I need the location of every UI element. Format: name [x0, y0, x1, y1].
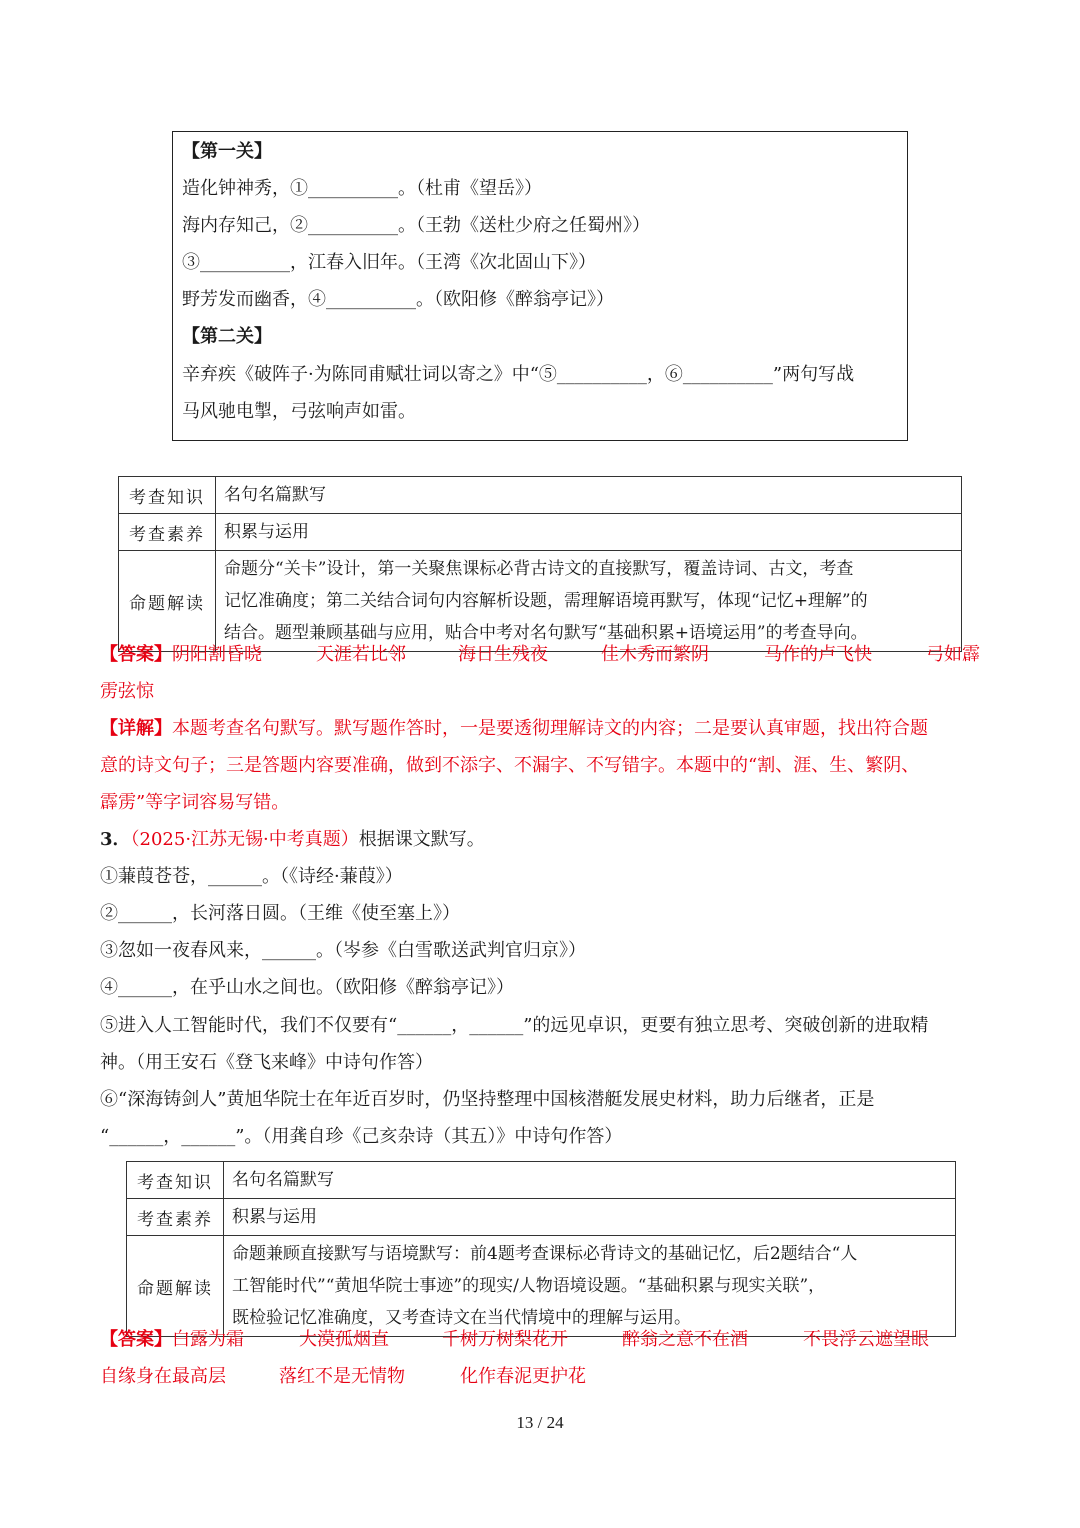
- detail1-line-3: 霹雳”等字词容易写错。: [100, 792, 290, 813]
- q3-line-4: ④______，在乎山水之间也。（欧阳修《醉翁亭记》）: [100, 977, 514, 998]
- q3-line-3: ③忽如一夜春风来，______。（岑参《白雪歌送武判官归京》）: [100, 940, 586, 961]
- analysis-table-1: [118, 476, 962, 652]
- q3-line-2: ②______，长河落日圆。（王维《使至塞上》）: [100, 903, 460, 924]
- table1-content-literacy: 积累与运用: [216, 514, 962, 551]
- analysis-table-2: [126, 1161, 956, 1337]
- table1-label-literacy: 考查素养: [119, 514, 216, 551]
- table1-interp-line-2: 记忆准确度；第二关结合词句内容解析设题，需理解语境再默写，体现“记忆+理解”的: [224, 591, 868, 611]
- table1-label-knowledge: 考查知识: [119, 477, 216, 514]
- table2-interp-line-2: 工智能时代”“黄旭华院士事迹”的现实/人物语境设题。“基础积累与现实关联”，: [232, 1276, 826, 1296]
- table1-interp-line-1: 命题分“关卡”设计，第一关聚焦课标必背古诗文的直接默写，覆盖诗词、古文，考查: [224, 559, 854, 579]
- level2-line-2: 马风驰电掣，弓弦响声如雷。: [182, 401, 416, 422]
- q3-line-5: ⑤进入人工智能时代，我们不仅要有“______，______”的远见卓识，更要有独立思考、突破创新的进取精: [100, 1015, 929, 1036]
- detail1-text-1: 本题考查名句默写。默写题作答时，一是要透彻理解诗文的内容；二是要认真审题，找出符合题: [172, 718, 928, 739]
- answer2-item-7: 落红不是无情物: [279, 1366, 405, 1387]
- table2-label-literacy: 考查素养: [127, 1199, 224, 1236]
- table2-interp-line-3: 既检验记忆准确度，又考查诗文在当代情境中的理解与运用。: [232, 1308, 691, 1328]
- box-line-4: 野芳发而幽香，④__________。（欧阳修《醉翁亭记》）: [182, 289, 614, 310]
- q3-prompt: 根据课文默写。: [358, 829, 485, 850]
- answer2-item-4: 醉翁之意不在酒: [622, 1329, 748, 1350]
- answer1-item-6: 弓如霹: [926, 644, 980, 665]
- answer2-tag: 【答案】: [100, 1329, 172, 1350]
- table2-content-interpretation: [224, 1236, 956, 1337]
- answer1-tag: 【答案】: [100, 644, 172, 665]
- answer2-item-6: 自缘身在最高层: [100, 1366, 226, 1387]
- q3-line-7: ⑥“深海铸剑人”黄旭华院士在年近百岁时，仍坚持整理中国核潜艇发展史材料，助力后继者，正是: [100, 1089, 875, 1110]
- answer2-item-2: 大漠孤烟直: [299, 1329, 389, 1350]
- answer2-item-1: 白露为霜: [172, 1329, 244, 1350]
- answer2-item-5: 不畏浮云遮望眼: [803, 1329, 929, 1350]
- page-number: 13 / 24: [516, 1413, 564, 1432]
- answer2-item-8: 化作春泥更护花: [460, 1366, 586, 1387]
- box-line-3: ③__________，江春入旧年。（王湾《次北固山下》）: [182, 252, 596, 273]
- table2-content-knowledge: 名句名篇默写: [224, 1162, 956, 1199]
- table2-label-interpretation: 命题解读: [127, 1236, 224, 1337]
- q3-line-6: 神。（用王安石《登飞来峰》中诗句作答）: [100, 1052, 433, 1073]
- q3-line-1: ①蒹葭苍苍，______。（《诗经·蒹葭》）: [100, 866, 403, 887]
- box-line-2: 海内存知己，②__________。（王勃《送杜少府之任蜀州》）: [182, 215, 650, 236]
- detail1-tag: 【详解】: [100, 718, 172, 739]
- answer1-item-1: 阴阳割昏晓: [172, 644, 262, 665]
- answer1-item-2: 天涯若比邻: [316, 644, 406, 665]
- answer1-item-5: 马作的卢飞快: [764, 644, 872, 665]
- detail1-line-1: [100, 717, 928, 741]
- level1-title: 【第一关】: [182, 141, 272, 162]
- answer1-line-2: 雳弦惊: [100, 681, 154, 702]
- level2-title: 【第二关】: [182, 326, 272, 347]
- q3-heading: [100, 828, 485, 852]
- answer1-item-4: 佳木秀而繁阴: [601, 644, 709, 665]
- answer2-item-3: 千树万树梨花开: [442, 1329, 568, 1350]
- box-line-1: 造化钟神秀，①__________。（杜甫《望岳》）: [182, 178, 542, 199]
- q3-line-8: “______，______”。（用龚自珍《己亥杂诗（其五）》中诗句作答）: [100, 1126, 623, 1147]
- table2-label-knowledge: 考查知识: [127, 1162, 224, 1199]
- table2-interp-line-1: 命题兼顾直接默写与语境默写：前4题考查课标必背诗文的基础记忆，后2题结合“人: [232, 1244, 858, 1264]
- table1-interp-line-3: 结合。题型兼顾基础与应用，贴合中考对名句默写“基础积累+语境运用”的考查导向。: [224, 623, 868, 643]
- answer2-line: [100, 1328, 244, 1352]
- answer1-item-3: 海日生残夜: [458, 644, 548, 665]
- q3-source: （2025·江苏无锡·中考真题）: [130, 829, 359, 850]
- detail1-line-2: 意的诗文句子；三是答题内容要准确，做到不添字、不漏字、不写错字。本题中的“割、涯、生、繁阴、: [100, 755, 920, 776]
- table1-label-interpretation: 命题解读: [119, 551, 216, 652]
- q3-number: 3．: [100, 829, 131, 850]
- table1-content-knowledge: 名句名篇默写: [216, 477, 962, 514]
- answer1-line: [100, 643, 262, 667]
- table1-content-interpretation: [216, 551, 962, 652]
- level2-line-1: 辛弃疾《破阵子·为陈同甫赋壮词以寄之》中“⑤__________，⑥__________”两句写战: [182, 364, 855, 385]
- table2-content-literacy: 积累与运用: [224, 1199, 956, 1236]
